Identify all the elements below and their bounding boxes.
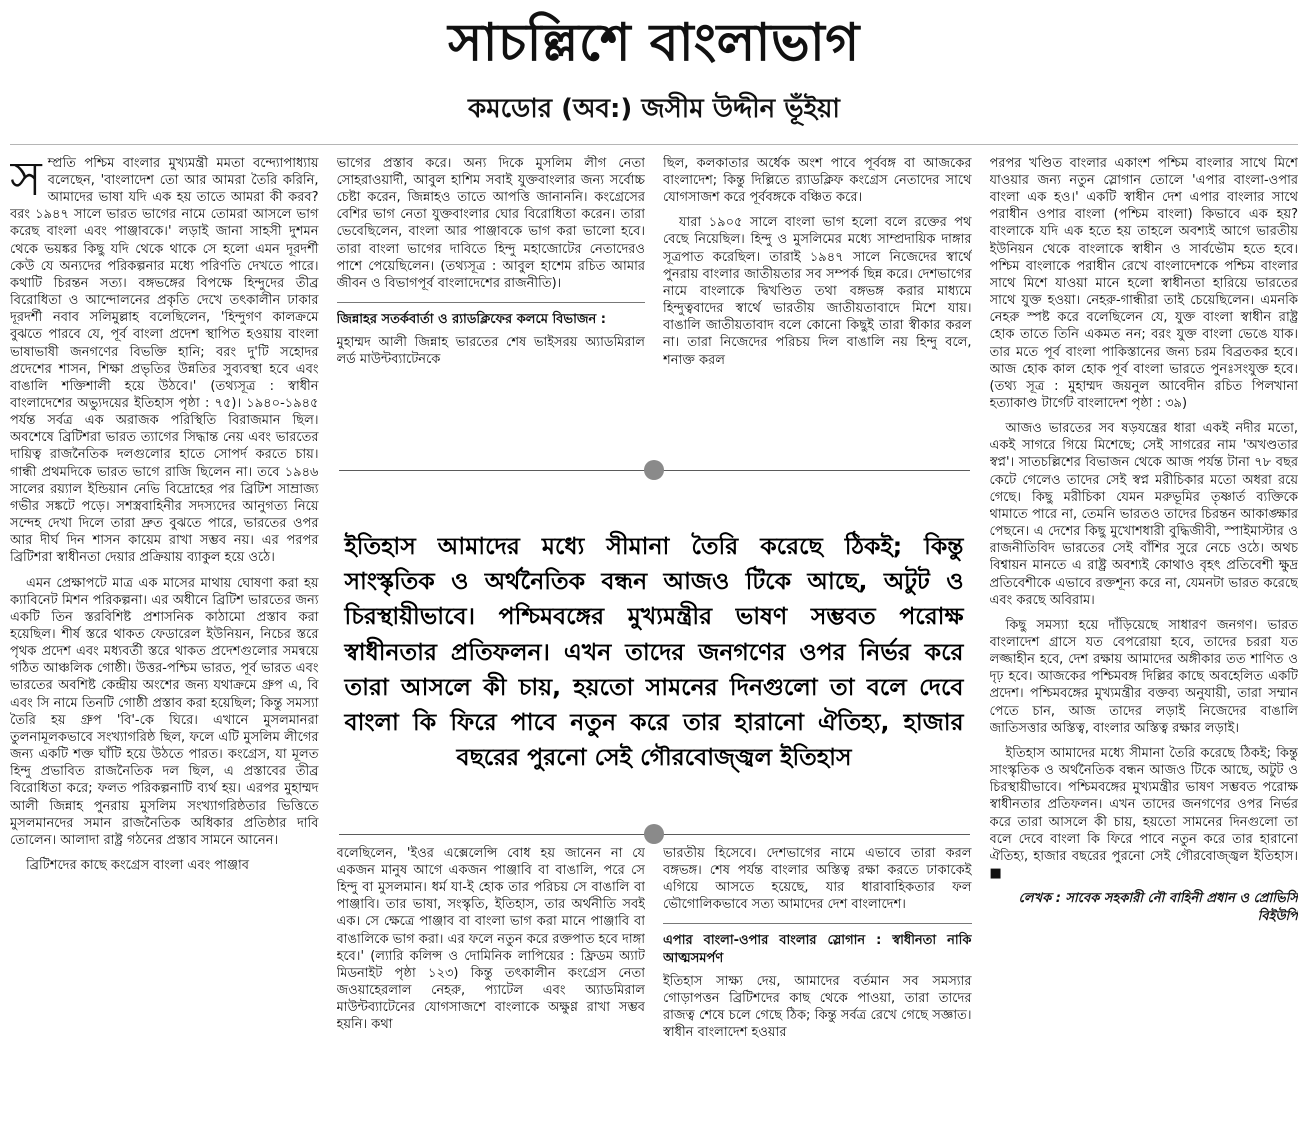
column-1 <box>10 155 319 1105</box>
article-byline: কমডোর (অব:) জসীম উদ্দীন ভূঁইয়া <box>468 93 840 124</box>
subhead-jinnah-warning: জিন্নাহর সতর্কবার্তা ও র‍্যাডক্লিফের কলমে বিভাজন : <box>337 302 646 328</box>
dot-ornament-icon <box>644 460 664 480</box>
paragraph <box>10 155 319 567</box>
paragraph: পরপর খণ্ডিত বাংলার একাংশ পশ্চিম বাংলার সাথে মিশে যাওয়ার জন্য নতুন স্লোগান তোলে 'এপার বাংলা-ওপার বাংলা এক হও।' একটি স্বাধীন দেশ এপার বাংলার সাথে পরাধীন ওপার বাংলা (পশ্চিম বাংলা) কিভাবে এক হয়? বাংলাকে যদি এক হতে হয় তাহলে অবশ্যই আগে ভারতীয় ইউনিয়ন থেকে বাংলাকে স্বাধীন ও সার্বভৌম হতে হবে। পশ্চিম বাংলাকে পরাধীন রেখে বাংলাদেশকে পশ্চিম বাংলার সাথে মিশে যাওয়া মানে হলো স্বাধীনতা হারিয়ে ভারতের সাথে যুক্ত হওয়া। নেহরু-গান্ধীরা তাই চেয়েছিলেন। এমনকি নেহরু স্পষ্ট করে বলেছিলেন যে, যুক্ত বাংলা স্বাধীন রাষ্ট্র হোক তাতে তিনি একমত নন; বরং যুক্ত বাংলা ভেঙে যাক। তার মতে পূর্ব বাংলা পাকিস্তানের জন্য চরম বিব্রতকর হবে। আজ হোক কাল হোক পূর্ব বাংলা ভারতে পুনঃসংযুক্ত হবে। (তথ্য সূত্র : মুহাম্মদ জয়নুল আবেদীন রচিত পিলখানা হত্যাকাণ্ড টার্গেট বাংলাদেশ পৃষ্ঠা : ৩৯) <box>989 155 1298 411</box>
dot-ornament-icon <box>644 824 664 844</box>
pull-quote <box>337 460 972 845</box>
paragraph: ইতিহাস আমাদের মধ্যে সীমানা তৈরি করেছে ঠিকই; কিন্তু সাংস্কৃতিক ও অর্থনৈতিক বন্ধন আজও টিকে আছে, অটুট ও চিরস্থায়ীভাবে। পশ্চিমবঙ্গের মুখ্যমন্ত্রীর ভাষণ সম্ভবত পরোক্ষ স্বাধীনতার প্রতিফলন। এখন তাদের জনগণের ওপর নির্ভর করে তারা আসলে কী চায়, হয়তো সামনের দিনগুলো তা বলে দেবে বাংলা কি ফিরে পাবে নতুন করে তার হারানো ঐতিহ্য, হাজার বছরের পুরনো সেই গৌরবোজ্জ্বল ইতিহাস। ■ <box>989 745 1298 882</box>
paragraph: ছিল, কলকাতার অর্ধেক অংশ পাবে পূর্ববঙ্গ বা আজকের বাংলাদেশ; কিন্তু দিল্লিতে র‍্যাডক্লিফ কংগ্রেস নেতাদের সাথে যোগসাজশ করে পূর্ববঙ্গকে বঞ্চিত করে। <box>663 155 972 206</box>
paragraph: যারা ১৯০৫ সালে বাংলা ভাগ হলো বলে রক্তের পথ বেছে নিয়েছিল। হিন্দু ও মুসলিমের মধ্যে সাম্প্রদায়িক দাঙ্গার সূত্রপাত করেছিল। তারাই ১৯৪৭ সালে নিজেদের স্বার্থে পুনরায় বাংলার জাতীয়তার সব সম্পর্ক ছিন্ন করে। দেশভাগের নামে বাংলাকে দ্বিখণ্ডিত তথা বঙ্গভঙ্গ করার মাধ্যমে হিন্দুত্ববাদের স্বার্থে ভারতীয় জাতীয়তাবাদে মিশে যায়। বাঙালি জাতীয়তাবাদ বলে কোনো কিছুই তারা স্বীকার করল না। তারা নিজেদের পরিচয় দিল বাঙালি নয় হিন্দু বলে, শনাক্ত করল <box>663 215 972 368</box>
column-4 <box>990 155 1299 1105</box>
paragraph: ভাগের প্রস্তাব করে। অন্য দিকে মুসলিম লীগ নেতা সোহরাওয়ার্দী, আবুল হাশিম সবাই যুক্তবাংলার জন্য সর্বোচ্চ চেষ্টা করেন, জিন্নাহও তাতে আপত্তি জানাননি। কংগ্রেসের বেশির ভাগ নেতা যুক্তবাংলার ঘোর বিরোধিতা করেন। তারা ভেবেছিলেন, বাংলা আর পাঞ্জাবকে ভাগ করা ভালো হবে। তারা বাংলা ভাগের দাবিতে হিন্দু মহাজোটের নেতাদেরও পাশে পেয়েছিলেন। (তথ্যসূত্র : আবুল হাশেম রচিত আমার জীবন ও বিভাগপূর্ব বাংলাদেশের রাজনীতি)। <box>336 155 645 291</box>
paragraph-text: ম্প্রতি পশ্চিম বাংলার মুখ্যমন্ত্রী মমতা বন্দ্যোপাধ্যায় বলেছেন, 'বাংলাদেশ তো আর আমরা তৈরি করিনি, আমাদের ভাষা যদি এক হয় তাতে আমরা কী করব? বরং ১৯৪৭ সালে ভারত ভাগের নামে তোমরা আসলে ভাগ করেছ বাংলা এবং পাঞ্জাবকে।' লড়াই জানা সাহসী দুশমন থেকে ভয়ঙ্কর কিছু যদি থেকে থাকে সে হলো এমন দূরদর্শী কেউ যে অন্যদের পরিকল্পনার মধ্যে পরিণতি দেখতে পারে। কথাটি চিরন্তন সত্য। বঙ্গভঙ্গের বিপক্ষে হিন্দুদের তীব্র বিরোধিতা ও আন্দোলনের প্রকৃতি দেখে তৎকালীন ঢাকার দূরদর্শী নবাব সলিমুল্লাহ বলেছিলেন, 'হিন্দুগণ কালক্রমে বুঝতে পারবে যে, পূর্ব বাংলা প্রদেশ স্থাপিত হওয়ায় বাংলা ভাষাভাষী জনগণের বিভক্তি হানি; বরং দু'টি সহোদর প্রদেশের শাসন, শিক্ষা প্রভৃতির উন্নতির সুব্যবস্থা হবে এবং বাঙালি শক্তিশালী হয়ে উঠবে।' (তথ্যসূত্র : স্বাধীন বাংলাদেশের অভ্যুদয়ের ইতিহাস পৃষ্ঠা : ৭৫)। ১৯৪০-১৯৪৫ পর্যন্ত সর্বত্র এক অরাজক পরিস্থিতি বিরাজমান ছিল। অবশেষে ব্রিটিশরা ভারত ত্যাগের সিদ্ধান্ত নেয় এবং ভারতের দায়িত্ব রাজনৈতিক দলগুলোর হাতে সোপর্দ করতে চায়। গান্ধী প্রথমদিকে ভারত ভাগে রাজি ছিলেন না। তবে ১৯৪৬ সালের রয়্যাল ইন্ডিয়ান নেভি বিদ্রোহের পর ব্রিটিশ সাম্রাজ্য গভীর সঙ্কটে পড়ে। সশস্ত্রবাহিনীর সদস্যদের আনুগত্য নিয়ে সন্দেহ দেখা দিলে তারা দ্রুত বুঝতে পারে, ভারতের ওপর আর দীর্ঘ দিন শাসন কায়েম রাখা সম্ভব নয়। এর পরপর ব্রিটিশরা স্বাধীনতা দেয়ার প্রক্রিয়ায় ব্যাকুল হয়ে ওঠে। <box>10 155 319 566</box>
paragraph: আজও ভারতের সব ষড়যন্ত্রের ধারা একই নদীর মতো, একই সাগরে গিয়ে মিশেছে; সেই সাগরের নাম 'অখণ্ডতার স্বপ্ন'। সাতচল্লিশের বিভাজন থেকে আজ পর্যন্ত টানা ৭৮ বছর কেটে গেলেও তাদের সেই স্বপ্ন মরীচিকার মতো অধরা রয়ে গেছে। কিছু মরীচিকা যেমন মরুভূমির তৃষ্ণার্ত ব্যক্তিকে থামাতে পারে না, তেমনি ভারতও তাদের চিরন্তন আকাঙ্ক্ষার পেছনে। এ দেশের কিছু মুখোশধারী বুদ্ধিজীবী, স্পাইমাস্টার ও রাজনীতিবিদ ভারতের সেই বাঁশির সুরে নেচে ওঠে। অথচ বিশ্বায়ন মানতে এ রাষ্ট্র অবশ্যই কোথাও বৃহৎ প্রতিবেশী ক্ষুদ্র প্রতিবেশীকে এভাবে রক্তশূন্য করে না, যেমনটা ভারত করেছে এবং করছে অবিরাম। <box>989 421 1298 608</box>
paragraph: ব্রিটিশদের কাছে কংগ্রেস বাংলা এবং পাঞ্জাব <box>26 858 250 874</box>
drop-cap: স <box>10 154 42 207</box>
article-body <box>10 155 1298 1105</box>
paragraph: এমন প্রেক্ষাপটে মাত্র এক মাসের মাথায় ঘোষণা করা হয় ক্যাবিনেট মিশন পরিকল্পনা। এর অধীনে ব্রিটিশ ভারতের জন্য একটি তিন স্তরবিশিষ্ট প্রশাসনিক কাঠামো প্রস্তাব করা হয়েছিল। শীর্ষ স্তরে থাকত ফেডারেল ইউনিয়ন, নিচের স্তরে পৃথক প্রদেশ এবং মধ্যবর্তী স্তরে থাকত প্রদেশগুলোর সমন্বয়ে গঠিত আঞ্চলিক গোষ্ঠী। উত্তর-পশ্চিম ভারত, পূর্ব ভারত এবং ভারতের অবশিষ্ট কেন্দ্রীয় অংশের জন্য যথাক্রমে গ্রুপ এ, বি এবং সি নামে তিনটি গোষ্ঠী প্রস্তাব করা হয়েছিল; কিন্তু সমস্যা তৈরি হয় গ্রুপ 'বি'-কে ঘিরে। এখানে মুসলমানরা তুলনামূলকভাবে সংখ্যাগরিষ্ঠ ছিল, ফলে এটি মুসলিম লীগের জন্য একটি শক্ত ঘাঁটি হয়ে উঠতে পারত। কংগ্রেস, যা মূলত হিন্দু প্রভাবিত রাজনৈতিক দল ছিল, এ প্রস্তাবের তীব্র বিরোধিতা করে; ফলত পরিকল্পনাটি ব্যর্থ হয়। এরপর মুহাম্মদ আলী জিন্নাহ পুনরায় মুসলিম সংখ্যাগরিষ্ঠতার ভিত্তিতে মুসলমানদের সমান রাজনৈতিক অধিকার প্রতিষ্ঠার দাবি তোলেন। আলাদা রাষ্ট্র গঠনের প্রস্তাব সামনে আনেন। <box>10 575 319 848</box>
column-3-bottom <box>663 845 972 1105</box>
paragraph: বলেছিলেন, 'ইওর এক্সেলেন্সি বোধ হয় জানেন না যে একজন মানুষ আগে একজন পাঞ্জাবি বা বাঙালি, পরে সে হিন্দু বা মুসলমান। ধর্ম যা-ই হোক তার পরিচয় সে বাঙালি বা পাঞ্জাবি। তার ভাষা, সংস্কৃতি, ইতিহাস, তার অর্থনীতি সবই এক। সে ক্ষেত্রে পাঞ্জাব বা বাংলা ভাগ করা মানে পাঞ্জাবি বা বাঙালিকে ভাগ করা। এর ফলে নতুন করে রক্তপাত হবে দাঙ্গা হবে।' (ল্যারি কলিন্স ও দোমিনিক লাপিয়ের : ফ্রিডম অ্যাট মিডনাইট পৃষ্ঠা ১২৩) কিন্তু তৎকালীন কংগ্রেস নেতা জওয়াহেরলাল নেহরু, প্যাটেল এবং অ্যাডমিরাল মাউন্টব্যাটেনের যোগসাজশে বাংলাকে অক্ষুণ্ণ রাখা সম্ভব হয়নি। কথা <box>336 845 645 1033</box>
column-3-top <box>663 155 972 460</box>
paragraph: ভারতীয় হিসেবে। দেশভাগের নামে এভাবে তারা করল বঙ্গভঙ্গ। শেষ পর্যন্ত বাংলার অস্তিত্ব রক্ষা করতে ঢাকাকেই এগিয়ে আসতে হয়েছে, যার ধারাবাহিকতার ফল ভৌগোলিকভাবে সত্য আমাদের দেশ বাংলাদেশ। <box>663 845 972 913</box>
article-title: সাচল্লিশে বাংলাভাগ <box>448 13 860 73</box>
paragraph: মুহাম্মদ আলী জিন্নাহ ভারতের শেষ ভাইসরয় অ্যাডমিরাল লর্ড মাউন্টব্যাটেনকে <box>336 335 645 368</box>
pull-quote-top-rule <box>339 470 970 471</box>
pull-quote-text: ইতিহাস আমাদের মধ্যে সীমানা তৈরি করেছে ঠিকই; কিন্তু সাংস্কৃতিক ও অর্থনৈতিক বন্ধন আজও টিকে আছে, অটুট ও চিরস্থায়ীভাবে। পশ্চিমবঙ্গের মুখ্যমন্ত্রীর ভাষণ সম্ভবত পরোক্ষ স্বাধীনতার প্রতিফলন। এখন তাদের জনগণের ওপর নির্ভর করে তারা আসলে কী চায়, হয়তো সামনের দিনগুলো তা বলে দেবে বাংলা কি ফিরে পাবে নতুন করে তার হারানো ঐতিহ্য, হাজার বছরের পুরনো সেই গৌরবোজ্জ্বল ইতিহাস <box>344 531 964 772</box>
pull-quote-bottom-rule <box>339 834 970 835</box>
paragraph: ইতিহাস সাক্ষ্য দেয়, আমাদের বর্তমান সব সমস্যার গোড়াপত্তন ব্রিটিশদের কাছ থেকে পাওয়া, তারা তাদের রাজত্ব শেষে চলে গেছে ঠিক; কিন্তু সর্বত্র রেখে গেছে সজ্ঞাত। স্বাধীন বাংলাদেশ হওয়ার <box>663 973 972 1041</box>
column-2-top <box>337 155 646 460</box>
subhead-slogan: এপার বাংলা-ওপার বাংলার স্লোগান : স্বাধীনতা নাকি আত্মসমর্পণ <box>663 923 972 966</box>
paragraph: কিছু সমস্যা হয়ে দাঁড়িয়েছে সাধারণ জনগণ। ভারত বাংলাদেশ গ্রাসে যত বেপরোয়া হবে, তাদের চররা যত লজ্জাহীন হবে, দেশ রক্ষায় আমাদের অঙ্গীকার তত শাণিত ও দৃঢ় হবে। আজকের পশ্চিমবঙ্গ দিল্লির কাছে অবহেলিত একটি প্রদেশ। পশ্চিমবঙ্গের মুখ্যমন্ত্রীর বক্তব্য অনুযায়ী, তারা সম্মান পেতে চান, আজ তাদের লড়াই নিজেদের বাঙালি জাতিসত্তার অস্তিত্ব, বাংলার অস্তিত্ব রক্ষার লড়াই। <box>989 617 1298 736</box>
article-header <box>10 8 1298 145</box>
author-note: লেখক : সাবেক সহকারী নৌ বাহিনী প্রধান ও প্রোভিসি বিইউপি <box>1018 891 1298 925</box>
column-2-bottom <box>337 845 646 1105</box>
